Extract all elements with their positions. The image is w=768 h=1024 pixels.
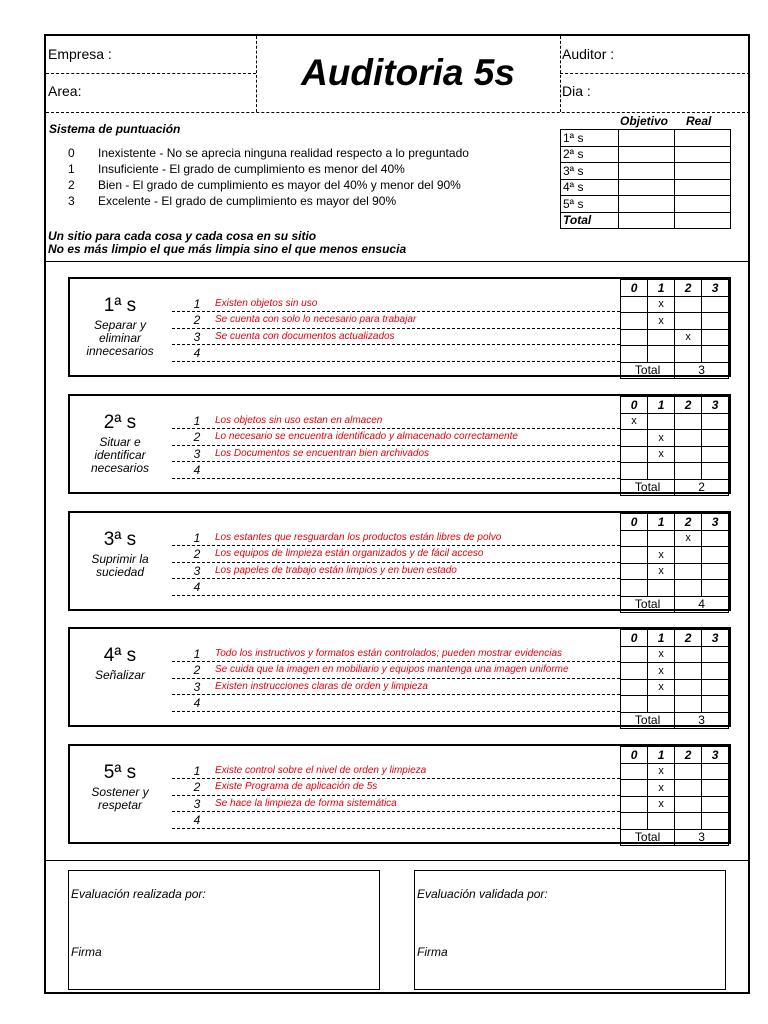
total-label: Total (621, 479, 675, 496)
signature-label: Firma (417, 945, 448, 959)
real-cell[interactable] (675, 146, 731, 163)
score-header: 2 (675, 630, 702, 647)
score-cell[interactable] (675, 430, 702, 447)
real-cell[interactable] (675, 130, 731, 147)
score-cell[interactable] (702, 646, 729, 663)
score-cell[interactable] (702, 329, 729, 346)
score-header: 1 (648, 747, 675, 764)
audit-section (68, 627, 731, 727)
area-label: Area: (48, 83, 82, 99)
checklist-item (172, 563, 620, 580)
score-cell[interactable] (702, 313, 729, 330)
score-header: 0 (621, 397, 648, 414)
score-header: 1 (648, 630, 675, 647)
item-number: 2 (193, 780, 201, 794)
item-text: Existe Programa de aplicación de 5s (215, 781, 378, 792)
score-cell[interactable] (621, 430, 648, 447)
score-header: 1 (648, 397, 675, 414)
score-cell[interactable] (702, 780, 729, 797)
item-number: 2 (193, 313, 201, 327)
score-cell[interactable] (675, 796, 702, 813)
item-number: 1 (193, 763, 201, 778)
score-cell[interactable] (621, 547, 648, 564)
score-cell[interactable] (702, 813, 729, 830)
score-cell[interactable] (675, 679, 702, 696)
item-text: Se cuenta con solo lo necesario para trabajar (215, 314, 417, 325)
scale-number: 2 (68, 178, 75, 192)
score-cell[interactable] (702, 696, 729, 713)
score-header: 0 (621, 280, 648, 297)
checklist-item (172, 413, 620, 430)
item-text: Se cuenta con documentos actualizados (215, 330, 395, 342)
real-cell[interactable] (675, 179, 731, 196)
section-divider-top (46, 261, 748, 262)
score-cell[interactable] (702, 796, 729, 813)
objetivo-total-cell[interactable] (619, 212, 675, 229)
summary-row-label: 2ª s (561, 146, 619, 163)
objetivo-cell[interactable] (619, 146, 675, 163)
item-number: 3 (193, 563, 201, 578)
score-cell[interactable]: x (648, 780, 675, 797)
item-number: 4 (193, 813, 201, 827)
score-cell[interactable]: x (648, 663, 675, 680)
item-text: Existen objetos sin uso (215, 297, 318, 309)
score-cell[interactable] (648, 696, 675, 713)
score-cell[interactable] (648, 463, 675, 480)
score-cell[interactable] (621, 346, 648, 363)
score-cell[interactable] (675, 813, 702, 830)
total-value: 2 (675, 479, 729, 496)
section-divider-bottom (46, 860, 748, 861)
score-header: 3 (702, 514, 729, 531)
score-cell[interactable]: x (648, 763, 675, 780)
section-name: 4ª s (103, 645, 137, 666)
checklist-item (172, 662, 620, 679)
audit-section (68, 744, 731, 844)
item-number: 3 (193, 796, 201, 811)
score-cell[interactable]: x (648, 430, 675, 447)
item-number: 2 (193, 430, 201, 444)
item-text: Los Documentos se encuentran bien archivados (215, 447, 430, 459)
header-bottom-line (46, 112, 750, 113)
score-cell[interactable] (648, 346, 675, 363)
checklist-item (172, 679, 620, 696)
score-cell[interactable] (621, 796, 648, 813)
score-cell[interactable] (621, 780, 648, 797)
score-header: 2 (675, 747, 702, 764)
checklist-item (172, 296, 620, 313)
checklist-item (172, 312, 620, 329)
total-value: 3 (675, 829, 729, 846)
validated-by-box[interactable] (414, 870, 726, 990)
score-table (620, 746, 729, 846)
day-label: Dia : (562, 83, 591, 99)
checklist-item (172, 812, 620, 829)
score-header: 3 (702, 397, 729, 414)
score-cell[interactable] (675, 346, 702, 363)
total-label: Total (621, 596, 675, 613)
summary-row-label: 4ª s (561, 179, 619, 196)
scale-description: Excelente - El grado de cumplimiento es mayor del 90% (98, 194, 397, 208)
objetivo-cell[interactable] (619, 196, 675, 213)
header-divider-right (560, 36, 561, 112)
audit-sheet (44, 34, 750, 994)
performed-by-box[interactable] (68, 870, 380, 990)
score-header: 0 (621, 630, 648, 647)
section-description: Separar y eliminar innecesarios (86, 318, 154, 358)
motto-line-1: Un sitio para cada cosa y cada cosa en su sitio (48, 229, 317, 243)
score-cell[interactable] (675, 313, 702, 330)
score-cell[interactable] (621, 563, 648, 580)
objetivo-cell[interactable] (619, 130, 675, 147)
item-number: 4 (193, 463, 201, 477)
score-cell[interactable] (621, 296, 648, 313)
audit-section (68, 394, 731, 494)
real-total-cell[interactable] (675, 212, 731, 229)
objetivo-cell[interactable] (619, 179, 675, 196)
score-cell[interactable] (621, 530, 648, 547)
score-cell[interactable] (702, 679, 729, 696)
score-cell[interactable] (648, 580, 675, 597)
checklist-item (172, 462, 620, 479)
score-cell[interactable] (702, 530, 729, 547)
score-header: 0 (621, 747, 648, 764)
score-cell[interactable] (648, 530, 675, 547)
total-value: 4 (675, 596, 729, 613)
score-cell[interactable] (621, 813, 648, 830)
item-number: 4 (193, 580, 201, 594)
score-table (620, 513, 729, 613)
checklist-item (172, 546, 620, 563)
summary-row-label: 3ª s (561, 163, 619, 180)
checklist-item (172, 530, 620, 547)
item-number: 3 (193, 446, 201, 461)
score-cell[interactable] (675, 580, 702, 597)
score-cell[interactable] (621, 763, 648, 780)
audit-section (68, 511, 731, 611)
section-name: 2ª s (103, 412, 137, 433)
score-cell[interactable] (702, 296, 729, 313)
item-text: Se cuida que la imagen en mobiliario y equipos mantenga una imagen uniforme (215, 664, 569, 675)
score-table (620, 396, 729, 496)
item-number: 3 (193, 679, 201, 694)
score-cell[interactable]: x (648, 446, 675, 463)
score-header: 2 (675, 514, 702, 531)
score-cell[interactable]: x (648, 796, 675, 813)
score-cell[interactable]: x (648, 547, 675, 564)
summary-total-label: Total (561, 212, 619, 229)
item-text: Existen instrucciones claras de orden y limpieza (215, 680, 428, 692)
real-cell[interactable] (675, 196, 731, 213)
section-name: 3ª s (103, 529, 137, 550)
checklist-item (172, 695, 620, 712)
item-number: 1 (193, 296, 201, 311)
scale-number: 0 (68, 146, 75, 160)
score-cell[interactable] (675, 547, 702, 564)
score-cell[interactable] (702, 346, 729, 363)
score-table (620, 629, 729, 729)
total-value: 3 (675, 712, 729, 729)
total-label: Total (621, 712, 675, 729)
score-header: 1 (648, 514, 675, 531)
score-cell[interactable] (648, 813, 675, 830)
score-cell[interactable] (702, 430, 729, 447)
item-text: Los equipos de limpieza están organizados y de fácil acceso (215, 548, 484, 559)
audit-section (68, 277, 731, 377)
scale-description: Insuficiente - El grado de cumplimiento es menor del 40% (98, 162, 405, 176)
score-cell[interactable] (702, 463, 729, 480)
score-cell[interactable] (621, 646, 648, 663)
score-cell[interactable] (702, 580, 729, 597)
score-cell[interactable] (621, 696, 648, 713)
score-cell[interactable]: x (621, 413, 648, 430)
item-number: 3 (193, 329, 201, 344)
item-text: Los papeles de trabajo están limpios y en buen estado (215, 564, 457, 576)
objetivo-cell[interactable] (619, 163, 675, 180)
score-cell[interactable] (621, 580, 648, 597)
item-text: Lo necesario se encuentra identificado y almacenado correctamente (215, 431, 518, 442)
company-label: Empresa : (48, 46, 112, 62)
score-cell[interactable]: x (675, 329, 702, 346)
item-number: 1 (193, 530, 201, 545)
score-header: 3 (702, 280, 729, 297)
score-cell[interactable] (621, 446, 648, 463)
score-cell[interactable] (675, 296, 702, 313)
section-name: 1ª s (103, 295, 137, 316)
item-number: 2 (193, 663, 201, 677)
score-cell[interactable] (648, 413, 675, 430)
item-number: 4 (193, 346, 201, 360)
score-header: 2 (675, 280, 702, 297)
checklist-item (172, 779, 620, 796)
score-cell[interactable] (675, 563, 702, 580)
score-cell[interactable] (702, 763, 729, 780)
auditor-label: Auditor : (562, 46, 615, 62)
company-field-line (46, 73, 256, 74)
auditor-field-line (560, 73, 750, 74)
checklist-item (172, 579, 620, 596)
section-description: Situar e identificar necesarios (90, 435, 150, 475)
score-header: 1 (648, 280, 675, 297)
item-text: Se hace la limpieza de forma sistemática (215, 797, 397, 809)
section-description: Suprimir la suciedad (91, 552, 149, 579)
score-cell[interactable] (675, 463, 702, 480)
score-cell[interactable]: x (648, 563, 675, 580)
score-cell[interactable] (702, 563, 729, 580)
checklist-item (172, 796, 620, 813)
page-title: Auditoria 5s (301, 52, 515, 93)
score-cell[interactable]: x (648, 296, 675, 313)
item-number: 2 (193, 547, 201, 561)
real-cell[interactable] (675, 163, 731, 180)
summary-row-label: 1ª s (561, 130, 619, 147)
section-name: 5ª s (103, 762, 137, 783)
score-header: 0 (621, 514, 648, 531)
score-header: 3 (702, 747, 729, 764)
score-table (620, 279, 729, 379)
score-cell[interactable] (675, 780, 702, 797)
checklist-item (172, 646, 620, 663)
total-label: Total (621, 829, 675, 846)
checklist-item (172, 345, 620, 362)
score-cell[interactable] (675, 763, 702, 780)
validated-by-label: Evaluación validada por: (417, 887, 548, 901)
checklist-item (172, 429, 620, 446)
score-cell[interactable]: x (675, 530, 702, 547)
score-cell[interactable] (702, 547, 729, 564)
score-cell[interactable]: x (648, 679, 675, 696)
checklist-item (172, 446, 620, 463)
item-number: 4 (193, 696, 201, 710)
scale-number: 1 (68, 162, 75, 176)
checklist-item (172, 763, 620, 780)
score-cell[interactable] (675, 646, 702, 663)
summary-row-label: 5ª s (561, 196, 619, 213)
scale-number: 3 (68, 194, 75, 208)
summary-table (560, 129, 731, 229)
checklist-item (172, 329, 620, 346)
score-cell[interactable] (675, 663, 702, 680)
section-description: Sostener y respetar (91, 785, 149, 812)
scale-description: Bien - El grado de cumplimiento es mayor del 40% y menor del 90% (98, 178, 461, 192)
item-text: Los objetos sin uso estan en almacen (215, 414, 383, 426)
score-cell[interactable] (648, 329, 675, 346)
score-cell[interactable] (621, 663, 648, 680)
total-value: 3 (675, 362, 729, 379)
score-cell[interactable] (621, 329, 648, 346)
item-text: Los estantes que resguardan los productos están libres de polvo (215, 531, 502, 543)
motto-line-2: No es más limpio el que más limpia sino el que menos ensucia (48, 242, 407, 256)
score-cell[interactable] (621, 679, 648, 696)
objetivo-header: Objetivo (620, 114, 669, 128)
item-number: 1 (193, 413, 201, 428)
score-cell[interactable] (675, 413, 702, 430)
score-cell[interactable] (702, 413, 729, 430)
score-header: 2 (675, 397, 702, 414)
scoring-title: Sistema de puntuación (49, 122, 181, 136)
score-cell[interactable] (702, 663, 729, 680)
score-cell[interactable] (675, 446, 702, 463)
real-header: Real (686, 114, 712, 128)
score-cell[interactable]: x (648, 646, 675, 663)
score-cell[interactable]: x (648, 313, 675, 330)
item-text: Existe control sobre el nivel de orden y limpieza (215, 764, 427, 776)
score-cell[interactable] (621, 313, 648, 330)
score-header: 3 (702, 630, 729, 647)
score-cell[interactable] (621, 463, 648, 480)
item-number: 1 (193, 646, 201, 661)
score-cell[interactable] (702, 446, 729, 463)
signature-label: Firma (71, 945, 102, 959)
section-description: Señalizar (94, 668, 146, 682)
item-text: Todo los instructivos y formatos están controlados; pueden mostrar evidencias (215, 647, 563, 659)
performed-by-label: Evaluación realizada por: (71, 887, 206, 901)
total-label: Total (621, 362, 675, 379)
header-divider-left (256, 36, 257, 112)
score-cell[interactable] (675, 696, 702, 713)
scale-description: Inexistente - No se aprecia ninguna realidad respecto a lo preguntado (98, 146, 469, 160)
